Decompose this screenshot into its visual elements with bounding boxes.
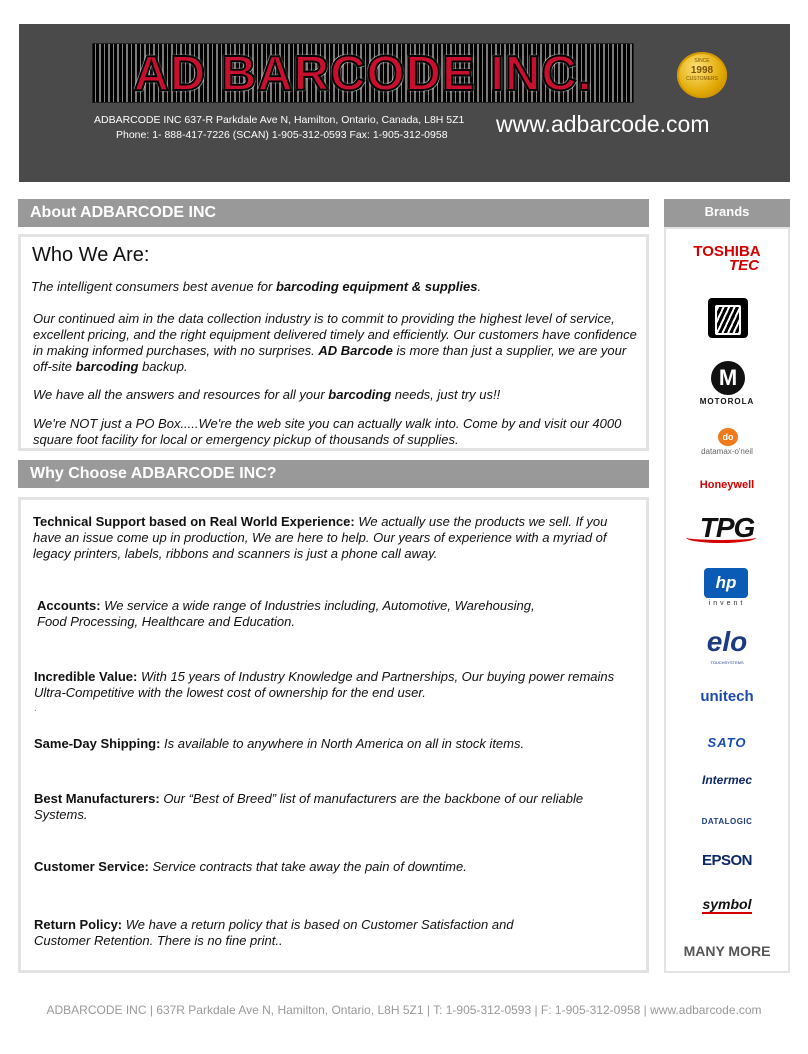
- why-panel: [18, 497, 649, 973]
- brands-title: Brands: [664, 199, 790, 227]
- why-item-return-policy: Return Policy: We have a return policy that is based on Customer Satisfaction and Customer Retention. There is no fine print..: [34, 917, 514, 948]
- seal-year: 1998: [690, 65, 714, 76]
- about-paragraph-2: We have all the answers and resources for all your barcoding needs, just try us!!: [33, 387, 501, 402]
- epson-logo[interactable]: EPSON: [701, 852, 752, 869]
- header-phone: Phone: 1- 888-417-7226 (SCAN) 1-905-312-0593 Fax: 1-905-312-0958: [116, 129, 448, 141]
- tpg-swoosh-icon: [686, 532, 756, 543]
- many-more-brands-link[interactable]: MANY MORE: [683, 943, 771, 959]
- honeywell-logo[interactable]: Honeywell: [699, 479, 755, 491]
- seal-top-text: SINCE: [694, 58, 710, 64]
- header-address: ADBARCODE INC 637-R Parkdale Ave N, Hamilton, Ontario, Canada, L8H 5Z1: [94, 114, 465, 126]
- seal-bottom-text: CUSTOMERS: [686, 76, 718, 82]
- motorola-batwing-icon[interactable]: M: [711, 361, 745, 395]
- why-item-best-manufacturers: Best Manufacturers: Our “Best of Breed” list of manufacturers are the backbone of our reliable Systems.: [34, 791, 584, 822]
- hp-invent-text: invent: [708, 600, 746, 607]
- datamax-icon[interactable]: do: [718, 428, 738, 446]
- zebra-stripes-icon: [715, 305, 741, 335]
- why-item-same-day-shipping: Same-Day Shipping: Is available to anywhere in North America on all in stock items.: [34, 736, 525, 751]
- header-website-link[interactable]: www.adbarcode.com: [496, 111, 710, 137]
- why-item-accounts: Accounts: We service a wide range of Industries including, Automotive, Warehousing, Food Processing, Healthcare and Education.: [37, 598, 535, 629]
- elo-logo[interactable]: elo: [706, 626, 748, 657]
- why-item-customer-service: Customer Service: Service contracts that take away the pain of downtime.: [34, 859, 467, 874]
- why-item-incredible-value: Incredible Value: With 15 years of Industry Knowledge and Partnerships, Our buying power remains Ultra-Competitive with the lowest cost of ownership for the end user.: [34, 669, 615, 700]
- datalogic-logo[interactable]: DATALOGIC: [701, 817, 753, 826]
- zebra-logo-icon[interactable]: [708, 298, 748, 338]
- symbol-logo[interactable]: symbol: [702, 896, 752, 912]
- about-paragraph-1: Our continued aim in the data collection industry is to commit to providing the highest level of service, excellent pricing, and the right equipment delivered timely and efficiently. Our customers have confidence in making informed purchases, with no surprises. AD Barcode is more than just a supplier, we are your off-site barcoding backup.: [33, 311, 637, 374]
- datamax-logo-text[interactable]: datamax-o'neil: [701, 447, 753, 456]
- why-item-technical-support: Technical Support based on Real World Experience: We actually use the products we sell. If you have an issue come up in production, We are here to help. Our years of experience with a myriad of legacy printers, labels, ribbons and scanners is just a phone call away.: [33, 514, 608, 561]
- toshiba-tec-logo[interactable]: TOSHIBA TEC: [693, 243, 761, 274]
- tagline: The intelligent consumers best avenue for barcoding equipment & supplies.: [31, 279, 482, 294]
- symbol-underline: [702, 912, 752, 914]
- footer-contact: ADBARCODE INC | 637R Parkdale Ave N, Hamilton, Ontario, L8H 5Z1 | T: 1-905-312-0593 | F: 1-905-312-0958 | www.adbarcode.com: [46, 1003, 762, 1017]
- hp-logo-icon[interactable]: hp: [704, 568, 748, 598]
- since-1998-seal: [677, 52, 727, 98]
- elo-subtext: TOUCHSYSTEMS: [710, 660, 744, 665]
- who-we-are-heading: Who We Are:: [32, 244, 150, 266]
- motorola-logo-text[interactable]: MOTOROLA: [699, 397, 755, 406]
- stray-dot: .: [34, 703, 37, 714]
- logo-text: AD BARCODE INC.: [133, 47, 593, 101]
- about-paragraph-3: We're NOT just a PO Box.....We're the web site you can actually walk into. Come by and visit our 4000 square foot facility for local or emergency pickup of thousands of supplies.: [33, 416, 622, 447]
- why-section-title: Why Choose ADBARCODE INC?: [18, 460, 649, 488]
- tpg-logo[interactable]: TPG: [699, 512, 755, 543]
- intermec-logo[interactable]: Intermec: [701, 773, 753, 787]
- sato-logo[interactable]: SATO: [707, 735, 747, 750]
- company-logo: [92, 43, 634, 103]
- unitech-logo[interactable]: unitech: [700, 688, 754, 705]
- about-section-title: About ADBARCODE INC: [18, 199, 649, 227]
